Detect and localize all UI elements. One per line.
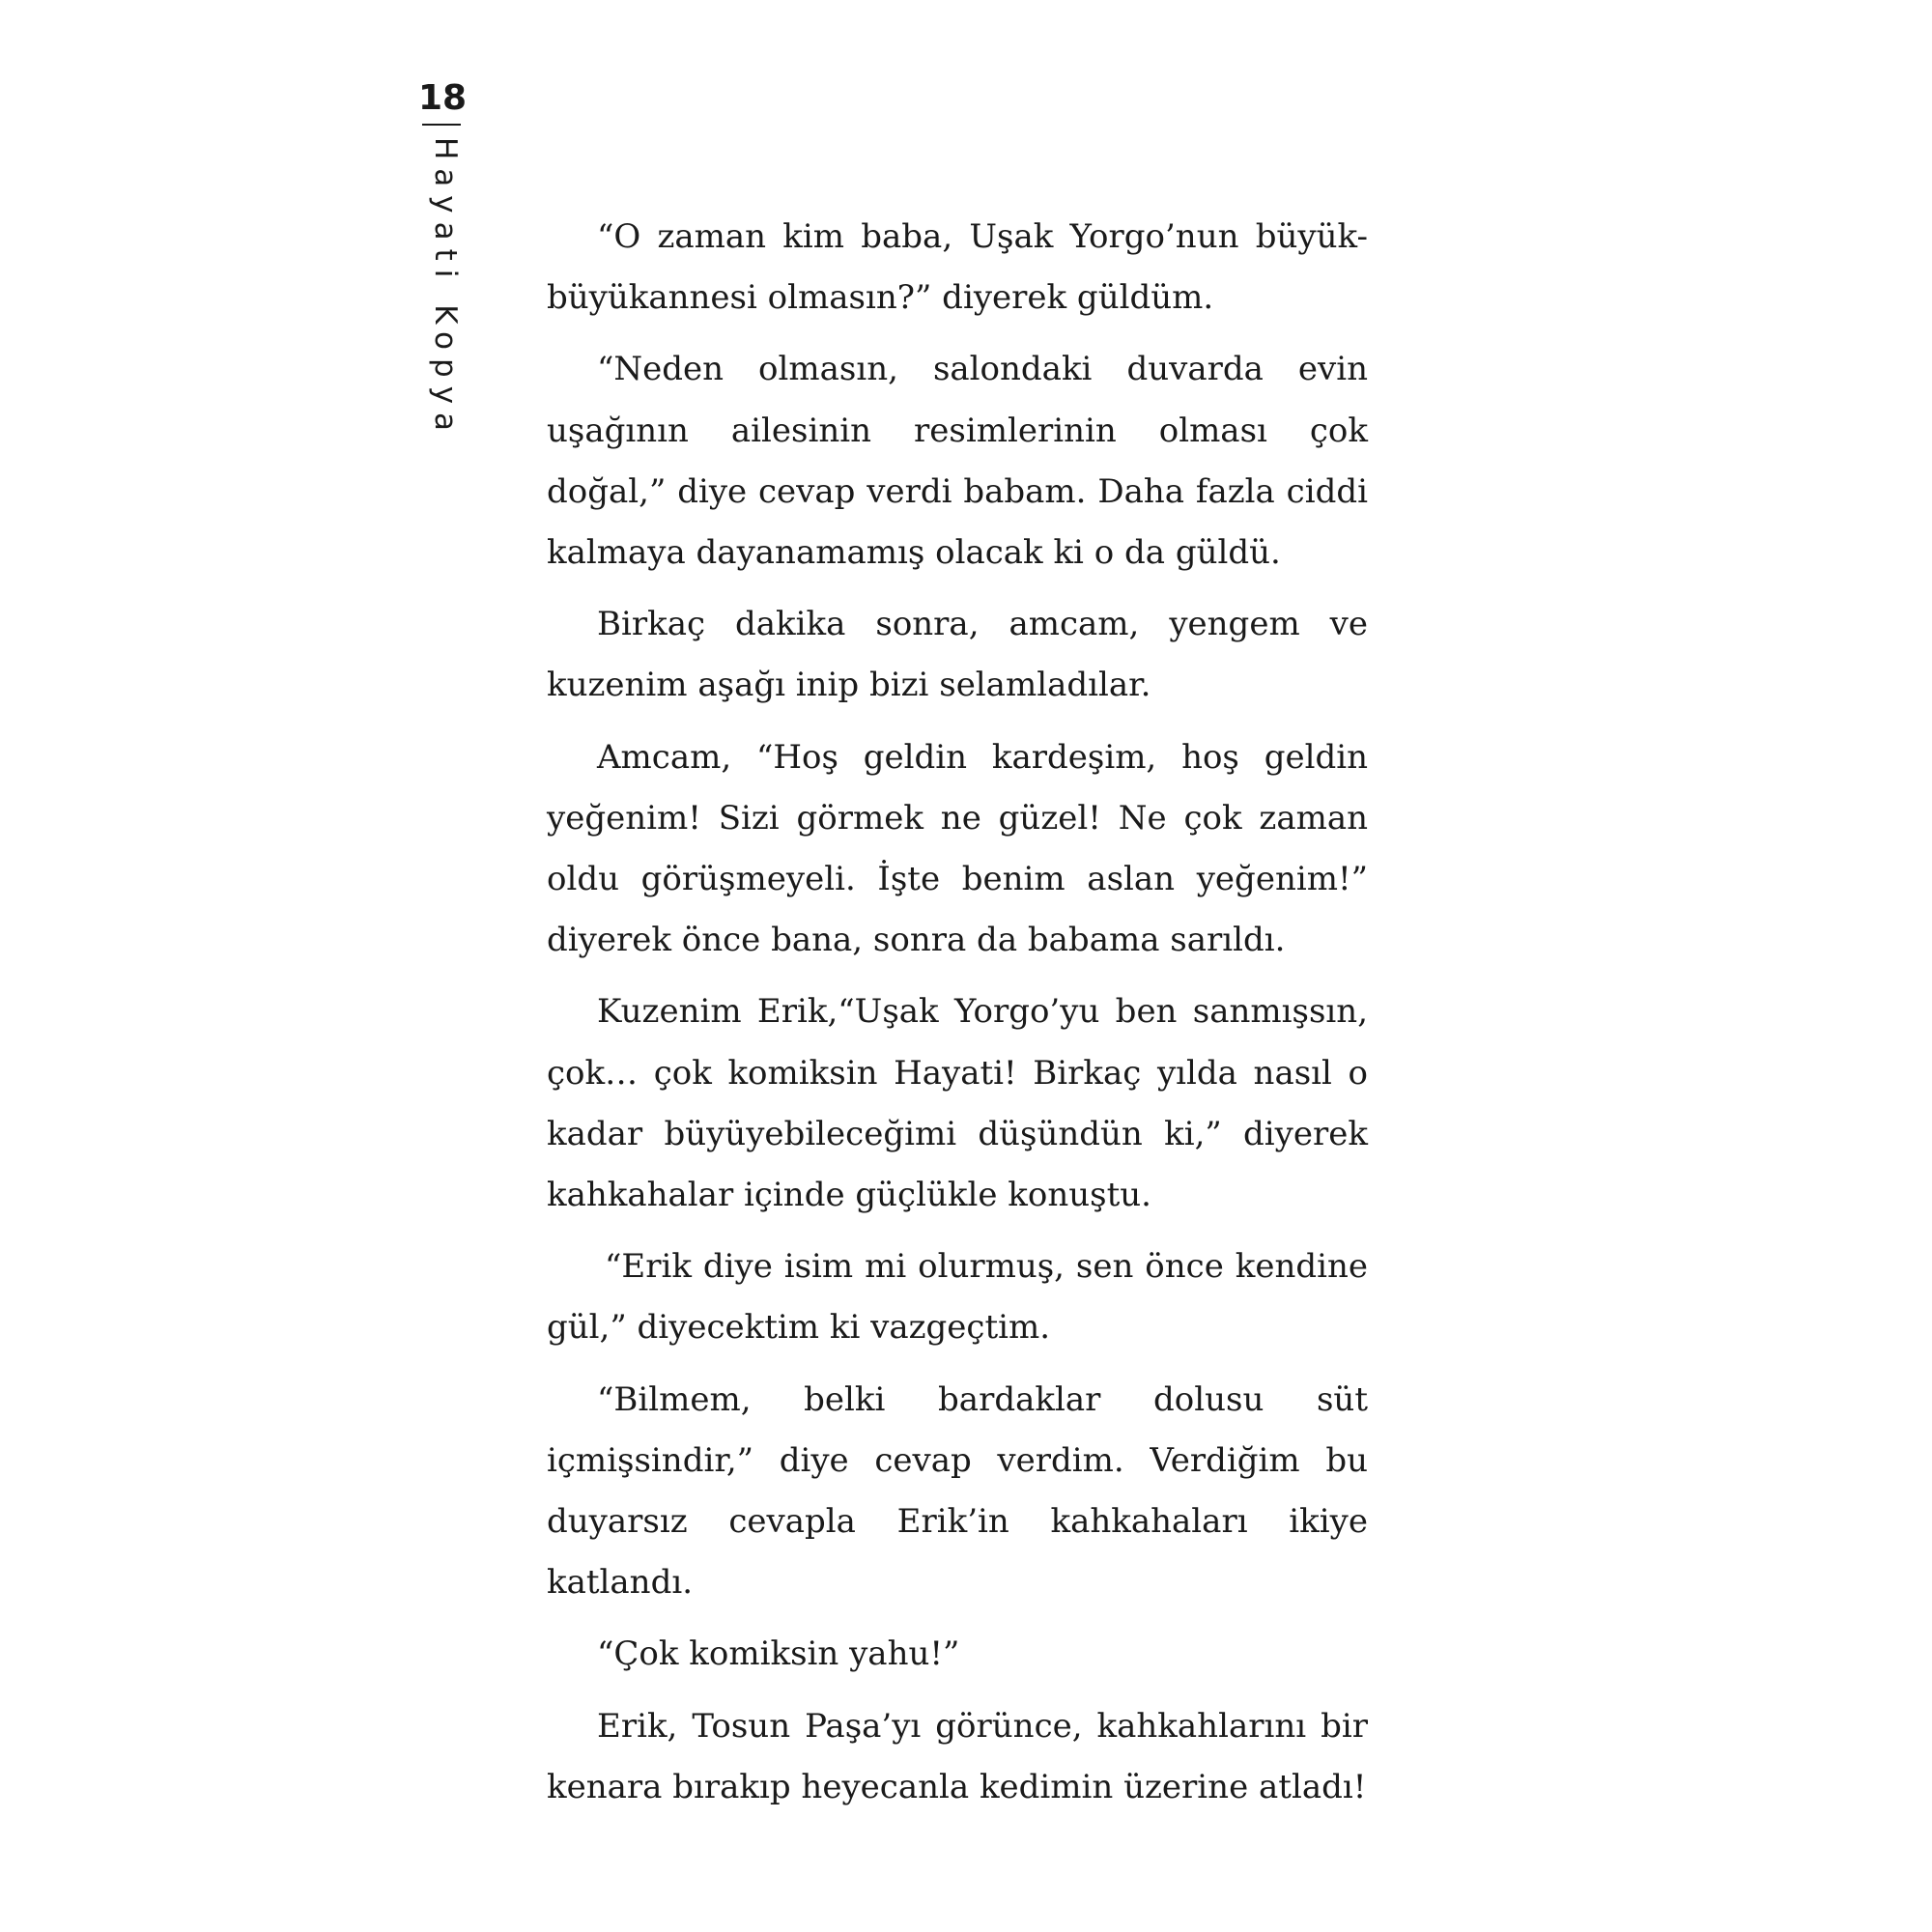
page-number-rule xyxy=(422,124,461,126)
paragraph: “Çok komiksin yahu!” xyxy=(597,1634,960,1674)
paragraph: “Neden olmasın, salondaki duvarda evin uşağının ailesinin resimlerinin olması çok doğal,” diye cevap verdi babam. Daha fazla ciddi kalmaya dayanamamış olacak ki o da güldü. xyxy=(547,350,1368,573)
body-text xyxy=(547,207,1368,1829)
paragraph: “Bilmem, belki bardaklar dolusu süt içmişsindir,” diye cevap verdim. Verdiğim bu duyarsız cevapla Erik’in kahkahaları ikiye katlandı. xyxy=(547,1379,1368,1603)
paragraph: “O zaman kim baba, Uşak Yorgo’nun büyük-büyükannesi olmasın?” diyerek güldüm. xyxy=(547,217,1368,318)
paragraph: Amcam, “Hoş geldin kardeşim, hoş geldin yeğenim! Sizi görmek ne güzel! Ne çok zaman oldu görüşmeyeli. İşte benim aslan yeğenim!” diyerek önce bana, sonra da babama sarıldı. xyxy=(547,737,1368,960)
paragraph: Birkaç dakika sonra, amcam, yengem ve kuzenim aşağı inip bizi selamladılar. xyxy=(547,605,1368,705)
paragraph: “Erik diye isim mi olurmuş, sen önce kendine gül,” diyecektim ki vazgeçtim. xyxy=(547,1247,1368,1348)
page-number: 18 xyxy=(418,78,468,118)
paragraph: Erik, Tosun Paşa’yı görünce, kahkahlarını bir kenara bırakıp heyecanla kedimin üzerine atladı! xyxy=(547,1706,1368,1806)
running-title: Hayati Kopya xyxy=(428,137,463,440)
paragraph: Kuzenim Erik,“Uşak Yorgo’yu ben sanmışsın, çok… çok komiksin Hayati! Birkaç yılda nasıl o kadar büyüyebileceğimi düşündün ki,” diyerek kahkahalar içinde güçlükle konuştu. xyxy=(547,992,1368,1215)
